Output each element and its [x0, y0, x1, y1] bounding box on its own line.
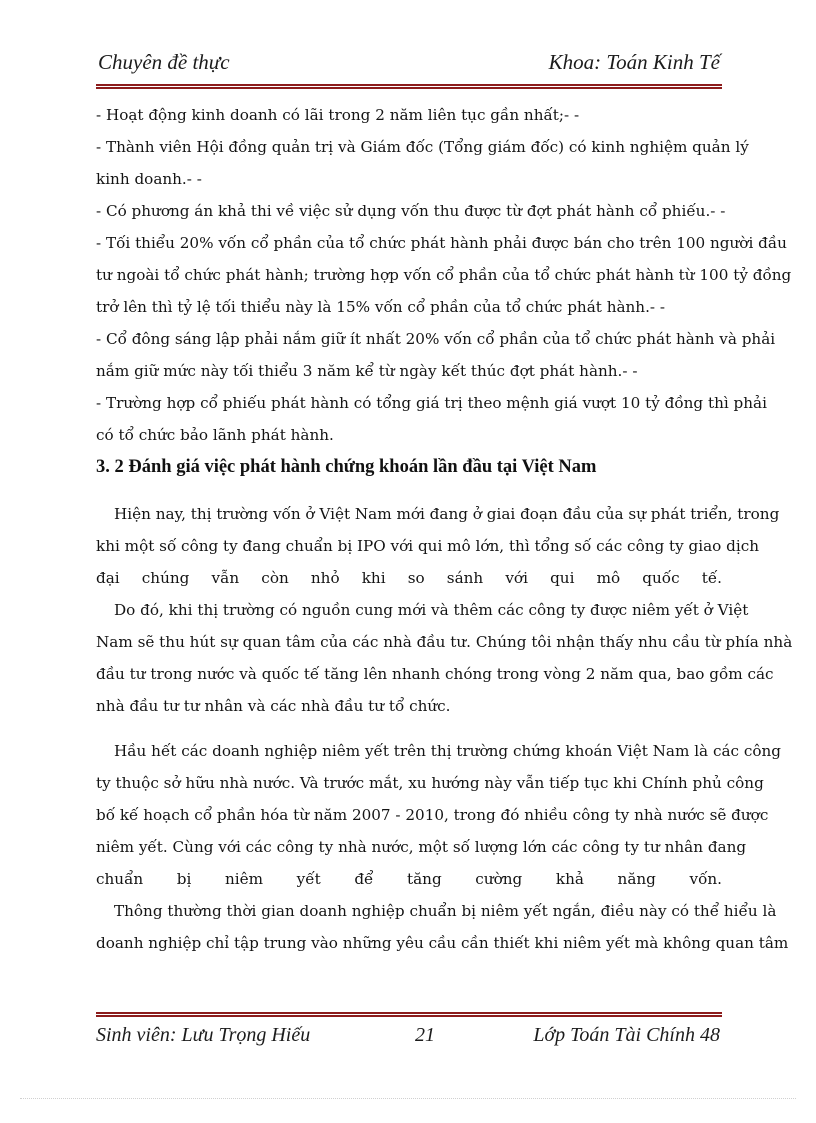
paragraph-line: Thông thường thời gian doanh nghiệp chuẩn bị niêm yết ngắn, điều này có thể hiểu là [114, 902, 777, 920]
paragraph-line: niêm yết. Cùng với các công ty nhà nước, một số lượng lớn các công ty tư nhân đang [96, 838, 747, 856]
paragraph-line: khi một số công ty đang chuẩn bị IPO với qui mô lớn, thì tổng số các công ty giao dịch [96, 537, 760, 555]
footer-student-name: Sinh viên: Lưu Trọng Hiếu [96, 1024, 311, 1046]
condition-line: có tổ chức bảo lãnh phát hành. [96, 426, 334, 444]
paragraph-line: đầu tư trong nước và quốc tế tăng lên nhanh chóng trong vòng 2 năm qua, bao gồm các [96, 665, 774, 683]
header-right-department: Khoa: Toán Kinh Tế [548, 50, 720, 74]
paragraph-line: nhà đầu tư tư nhân và các nhà đầu tư tổ chức. [96, 697, 451, 715]
condition-line: - Hoạt động kinh doanh có lãi trong 2 năm liên tục gần nhất;- - [96, 106, 580, 124]
footer-divider [96, 1012, 722, 1017]
condition-line: tư ngoài tổ chức phát hành; trường hợp vốn cổ phần của tổ chức phát hành từ 100 tỷ đồng [96, 266, 792, 284]
page-bottom-dotted-border [20, 1098, 796, 1099]
header-left-title: Chuyên đề thực [98, 50, 230, 74]
condition-line: kinh doanh.- - [96, 170, 202, 188]
condition-line: - Cổ đông sáng lập phải nắm giữ ít nhất 20% vốn cổ phần của tổ chức phát hành và phải [96, 330, 776, 348]
paragraph-line: chuẩn bị niêm yết để tăng cường khả năng vốn. [96, 870, 722, 888]
condition-line: - Trường hợp cổ phiếu phát hành có tổng giá trị theo mệnh giá vượt 10 tỷ đồng thì phải [96, 394, 767, 412]
paragraph-line: Nam sẽ thu hút sự quan tâm của các nhà đầu tư. Chúng tôi nhận thấy nhu cầu từ phía nhà [96, 633, 793, 651]
footer-class-name: Lớp Toán Tài Chính 48 [533, 1024, 720, 1046]
header-divider [96, 84, 722, 89]
paragraph-line: Hầu hết các doanh nghiệp niêm yết trên thị trường chứng khoán Việt Nam là các công [114, 742, 781, 760]
paragraph-line: Hiện nay, thị trường vốn ở Việt Nam mới đang ở giai đoạn đầu của sự phát triển, trong [114, 505, 780, 523]
condition-line: - Thành viên Hội đồng quản trị và Giám đốc (Tổng giám đốc) có kinh nghiệm quản lý [96, 138, 749, 156]
paragraph-line: bố kế hoạch cổ phần hóa từ năm 2007 - 2010, trong đó nhiều công ty nhà nước sẽ được [96, 806, 769, 824]
paragraph-line: doanh nghiệp chỉ tập trung vào những yêu cầu cần thiết khi niêm yết mà không quan tâm [96, 934, 789, 952]
paragraph-line: ty thuộc sở hữu nhà nước. Và trước mắt, xu hướng này vẫn tiếp tục khi Chính phủ công [96, 774, 764, 792]
section-heading: 3. 2 Đánh giá việc phát hành chứng khoán lần đầu tại Việt Nam [96, 457, 597, 477]
condition-line: nắm giữ mức này tối thiểu 3 năm kể từ ngày kết thúc đợt phát hành.- - [96, 362, 638, 380]
page-number: 21 [415, 1024, 435, 1046]
condition-line: - Tối thiểu 20% vốn cổ phần của tổ chức phát hành phải được bán cho trên 100 người đầu [96, 234, 787, 252]
paragraph-line: Do đó, khi thị trường có nguồn cung mới và thêm các công ty được niêm yết ở Việt [114, 601, 749, 619]
paragraph-line: đại chúng vẫn còn nhỏ khi so sánh với qui mô quốc tế. [96, 569, 722, 587]
condition-line: trở lên thì tỷ lệ tối thiểu này là 15% vốn cổ phần của tổ chức phát hành.- - [96, 298, 666, 316]
condition-line: - Có phương án khả thi về việc sử dụng vốn thu được từ đợt phát hành cổ phiếu.- - [96, 202, 726, 220]
